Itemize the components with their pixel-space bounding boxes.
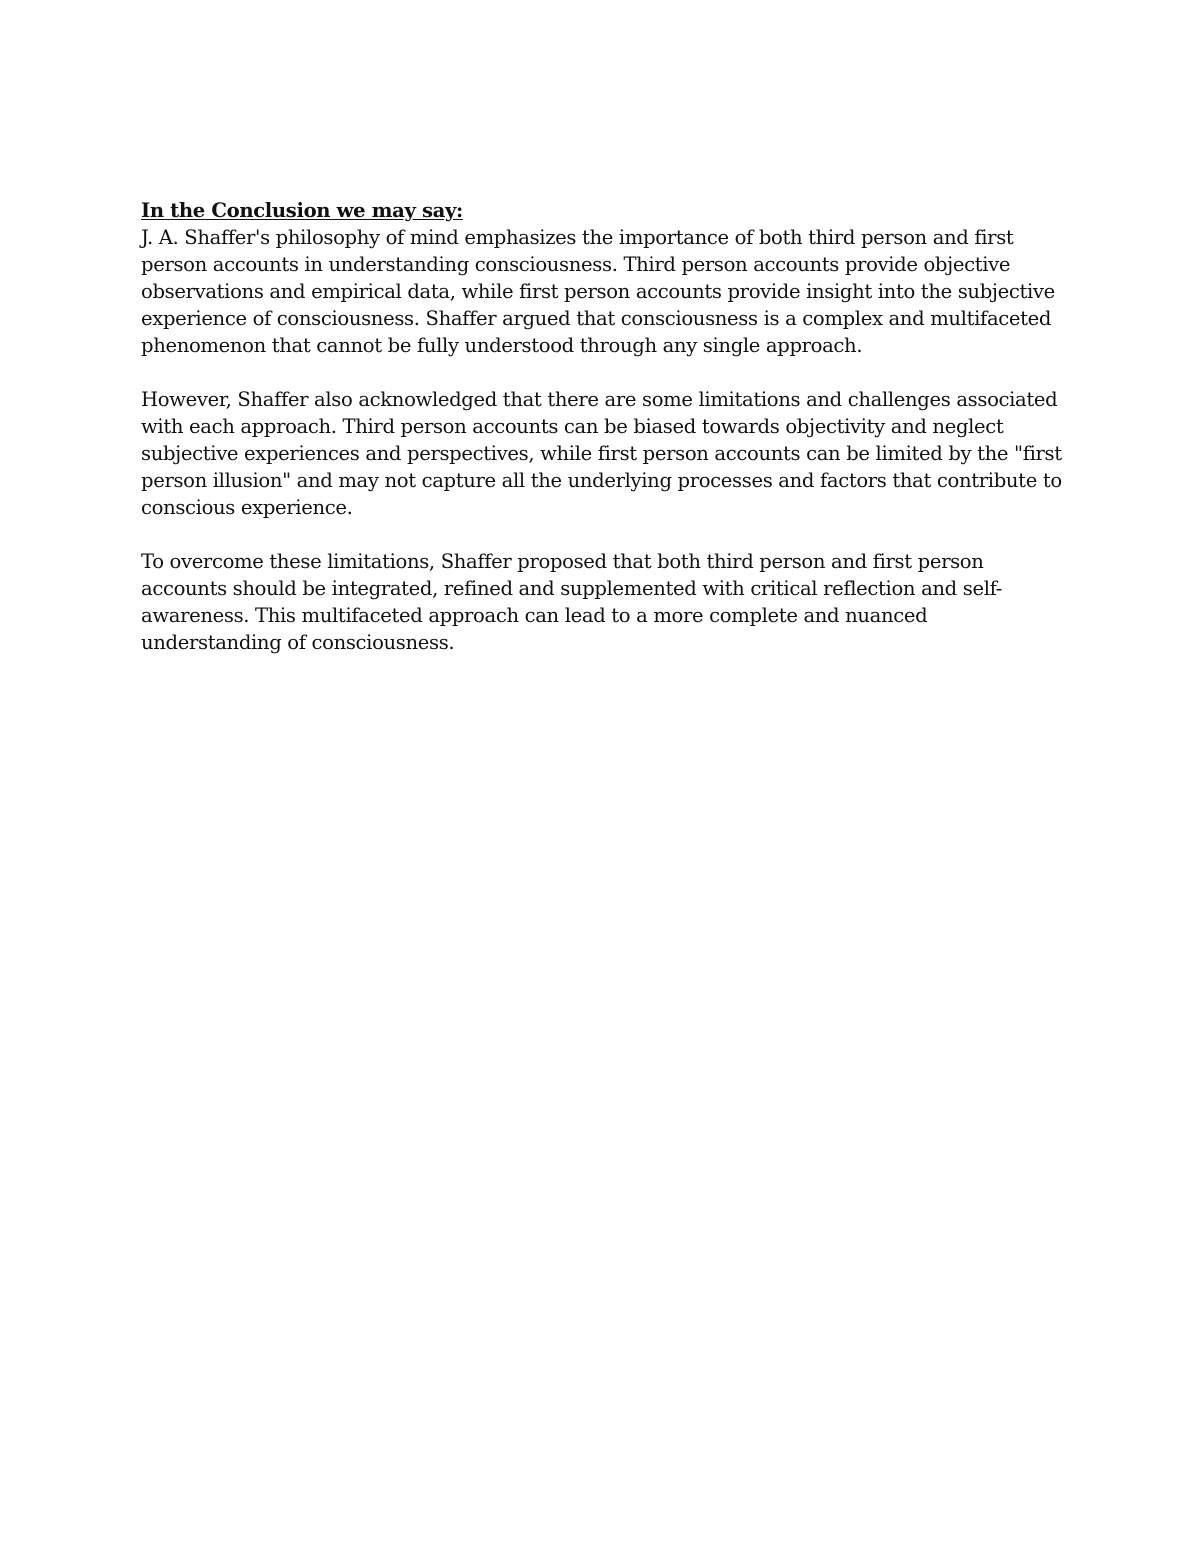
section-heading: In the Conclusion we may say: <box>141 199 463 222</box>
paragraph-3: To overcome these limitations, Shaffer proposed that both third person and first person accounts should be integrated, refined and supplemented with critical reflection and self-awareness. This multifaceted approach can lead to a more complete and nuanced understanding of consciousness. <box>141 550 1003 654</box>
paragraph-1: J. A. Shaffer's philosophy of mind emphasizes the importance of both third person and first person accounts in understanding consciousness. Third person accounts provide objective observations and empirical data, while first person accounts provide insight into the subjective experience of consciousness. Shaffer argued that consciousness is a complex and multifaceted phenomenon that cannot be fully understood through any single approach. <box>141 226 1055 357</box>
paragraph-2: However, Shaffer also acknowledged that there are some limitations and challenges associated with each approach. Third person accounts can be biased towards objectivity and neglect subjective experiences and perspectives, while first person accounts can be limited by the "first person illusion" and may not capture all the underlying processes and factors that contribute to conscious experience. <box>141 388 1062 519</box>
document-body <box>141 197 1066 683</box>
